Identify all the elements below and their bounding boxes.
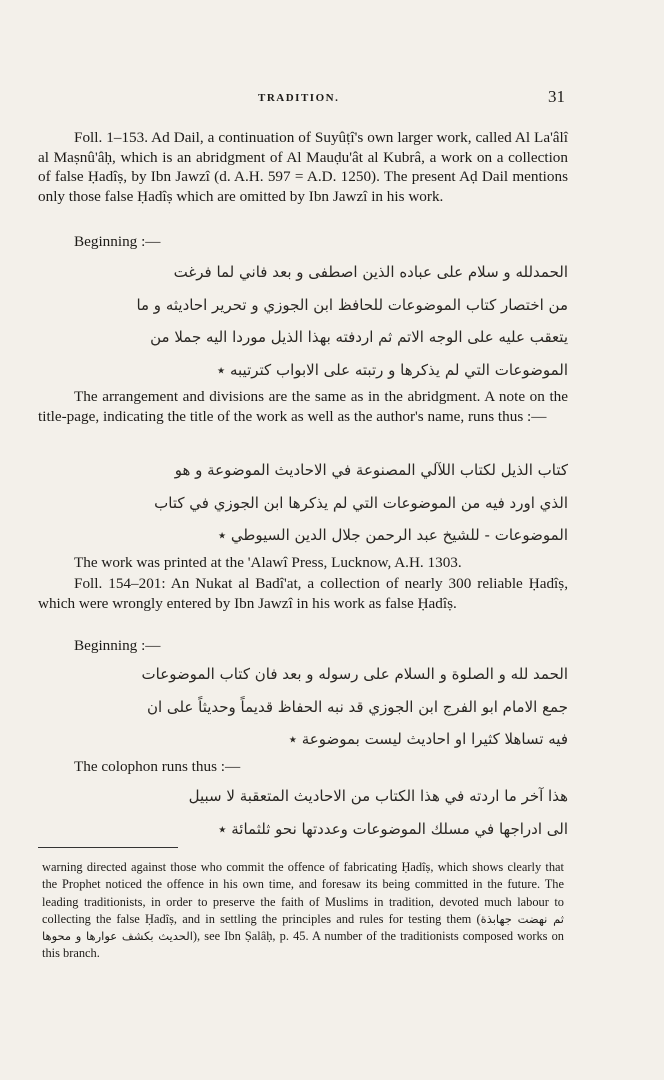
printed-at-line: The work was printed at the 'Alawî Press, Lucknow, A.H. 1303. <box>74 554 462 571</box>
footnote-arabic-inline: ثم نهضت جهابذة الحديث بكشف عوارها و محوها <box>42 911 564 944</box>
arabic-line: من اختصار كتاب الموضوعات للحافظ ابن الجوزي و تحرير احاديثه و ما <box>136 295 568 314</box>
arabic-line: الذي اورد فيه من الموضوعات التي لم يذكرها ابن الجوزي في كتاب <box>154 493 568 512</box>
entry-2-paragraph: Foll. 154–201: An Nukat al Badî'at, a collection of nearly 300 reliable Ḥadîṣ, which were wrongly entered by Ibn Jawzî in his work as false Ḥadîṣ. <box>38 575 568 612</box>
colophon-arabic-quote <box>38 780 568 845</box>
footnote-text-after: ), see Ibn Ṣalâḥ, p. 45. A number of the traditionists composed works on this branch. <box>42 929 564 961</box>
page-number: 31 <box>548 87 565 106</box>
arabic-line: فيه تساهلا كثيرا او احاديث ليست بموضوعة ٭ <box>288 730 568 748</box>
footnote <box>42 859 564 963</box>
entry-1-arabic-quote <box>38 256 568 386</box>
footnote-divider <box>38 847 178 848</box>
arabic-line: يتعقب عليه على الوجه الاتم ثم اردفته بهذا الذيل موردا اليه جملا من <box>150 328 568 346</box>
colophon-label: The colophon runs thus :— <box>74 758 241 775</box>
footnote-text-before: warning directed against those who commit the offence of fabricating Ḥadîṣ, which shows clearly that the Prophet noticed the offence in his own time, and foresaw its being committed in the future. The leading traditionists, in order to preserve the faith of Muslims in tradition, devoted much labour to collecting the false Ḥadîṣ, and in settling the principles and rules for testing them ( <box>42 860 564 926</box>
running-head: TRADITION. <box>258 92 340 104</box>
arabic-line: هذا آخر ما اردته في هذا الكتاب من الاحاديث المتعقبة لا سبيل <box>188 787 568 805</box>
entry-1-beginning-label: Beginning :— <box>74 233 161 250</box>
arrangement-note-paragraph: The arrangement and divisions are the same as in the abridgment. A note on the title-page, indicating the title of the work as well as the author's name, runs thus :— <box>38 388 568 425</box>
arabic-line: الى ادراجها في مسلك الموضوعات وعددتها نحو ثلثمائة ٭ <box>218 819 568 838</box>
arabic-line: الحمدلله و سلام على عباده الذين اصطفى و بعد فاني لما فرغت <box>173 263 568 281</box>
entry-2-beginning-label: Beginning :— <box>74 637 161 654</box>
arabic-line: الحمد لله و الصلوة و السلام على رسوله و بعد فان كتاب الموضوعات <box>141 665 568 683</box>
arabic-line: الموضوعات - للشيخ عبد الرحمن جلال الدين السيوطي ٭ <box>217 526 568 544</box>
title-page-arabic-quote <box>38 454 568 552</box>
arabic-line: جمع الامام ابو الفرج ابن الجوزي قد نبه الحفاظ قديماً وحديثاً على ان <box>146 697 568 716</box>
arabic-line: كتاب الذيل لكتاب اللآلي المصنوعة في الاحاديث الموضوعة و هو <box>174 461 568 479</box>
entry-2-arabic-quote <box>38 658 568 756</box>
entry-1-paragraph: Foll. 1–153. Ad Dail, a continuation of Suyûṭî's own larger work, called Al La'âlî al Maṣnû'âḥ, which is an abridgment of Al Mauḍu'ât al Kubrâ, a work on a collection of false Ḥadîṣ, by Ibn Jawzî (d. A.H. 597 = A.D. 1250). The present Aḍ Dail mentions only those false Ḥadîṣ which are omitted by Ibn Jawzî in his work. <box>38 129 568 205</box>
arabic-line: الموضوعات التي لم يذكرها و رتبته على الابواب كترتيبه ٭ <box>217 360 568 379</box>
